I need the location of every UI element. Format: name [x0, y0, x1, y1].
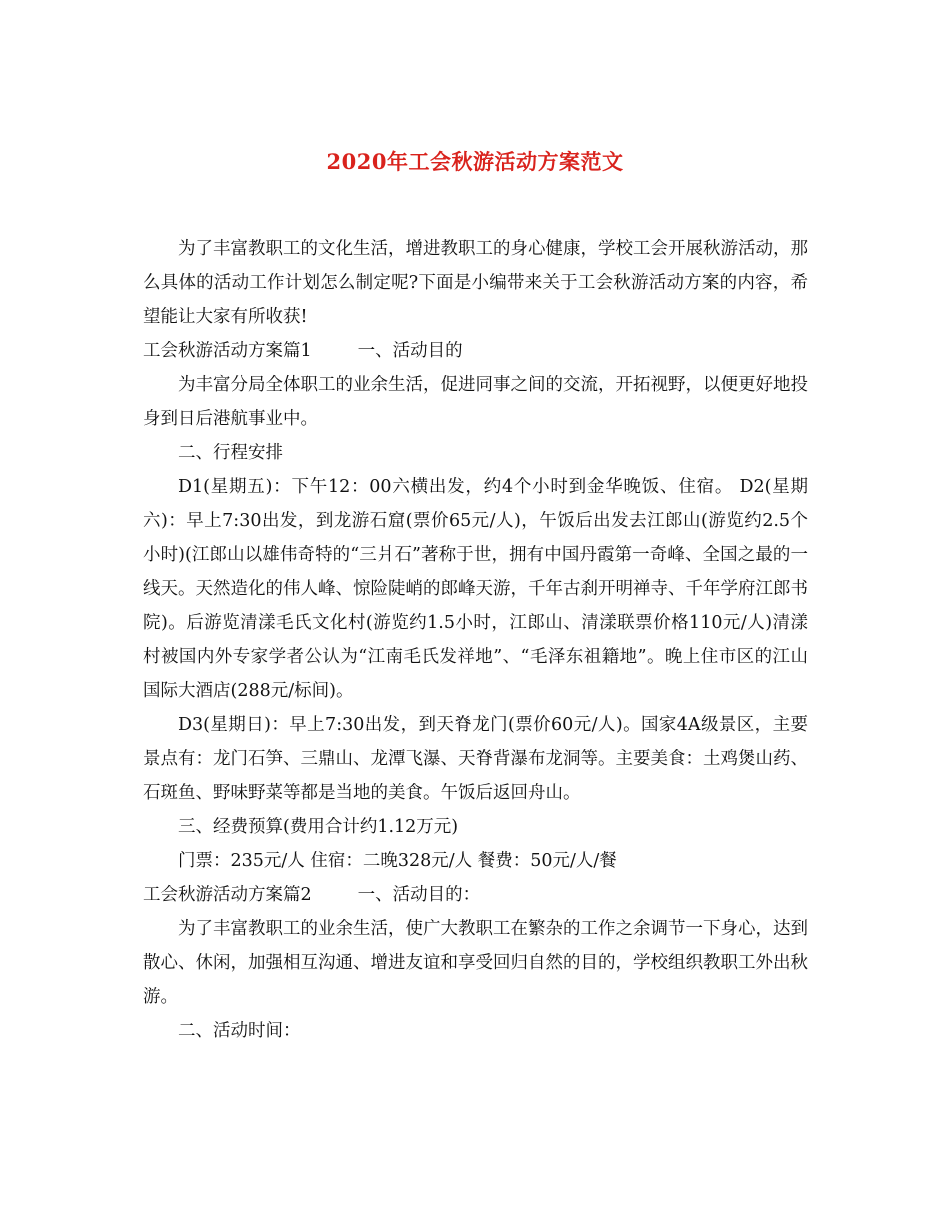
plan1-section3-title: 三、经费预算(费用合计约1.12万元)	[178, 817, 459, 837]
document-body	[143, 232, 808, 1048]
plan1-section2-title: 二、行程安排	[178, 443, 283, 463]
plan2-purpose-paragraph: 为了丰富教职工的业余生活，使广大教职工在繁杂的工作之余调节一下身心，达到散心、休闲，加强相互沟通、增进友谊和享受回归自然的目的，学校组织教职工外出秋游。	[143, 919, 808, 1007]
plan1-heading: 工会秋游活动方案篇1	[143, 341, 312, 361]
plan1-itinerary-day1-day2: D1(星期五)：下午12：00六横出发，约4个小时到金华晚饭、住宿。 D2(星期六)：早上7:30出发，到龙游石窟(票价65元/人)，午饭后出发去江郎山(游览约2.5个小时)(江郎山以雄伟奇特的“三爿石”著称于世，拥有中国丹霞第一奇峰、全国之最的一线天。天然造化的伟人峰、惊险陡峭的郎峰天游，千年古刹开明禅寺、千年学府江郎书院)。后游览清漾毛氏文化村(游览约1.5小时，江郎山、清漾联票价格110元/人)清漾村被国内外专家学者公认为“江南毛氏发祥地”、“毛泽东祖籍地”。晚上住市区的江山国际大酒店(288元/标间)。	[143, 477, 808, 701]
plan2-section1-title: 一、活动目的：	[357, 885, 481, 905]
plan2-heading: 工会秋游活动方案篇2	[143, 885, 312, 905]
intro-paragraph: 为了丰富教职工的文化生活，增进教职工的身心健康，学校工会开展秋游活动，那么具体的活动工作计划怎么制定呢?下面是小编带来关于工会秋游活动方案的内容，希望能让大家有所收获!	[143, 239, 808, 327]
plan1-section1-title: 一、活动目的	[357, 341, 463, 361]
plan1-heading-line	[143, 334, 808, 368]
plan2-section2-title: 二、活动时间：	[178, 1021, 301, 1041]
plan1-purpose-paragraph: 为丰富分局全体职工的业余生活，促进同事之间的交流，开拓视野，以便更好地投身到日后港航事业中。	[143, 375, 808, 429]
plan1-budget-line: 门票：235元/人 住宿：二晚328元/人 餐费：50元/人/餐	[178, 851, 617, 871]
document-title: 2020年工会秋游活动方案范文	[326, 149, 624, 174]
plan1-itinerary-day3: D3(星期日)：早上7:30出发，到天脊龙门(票价60元/人)。国家4A级景区，主要景点有：龙门石笋、三鼎山、龙潭飞瀑、天脊背瀑布龙洞等。主要美食：土鸡煲山药、石斑鱼、野味野菜等都是当地的美食。午饭后返回舟山。	[143, 715, 808, 803]
plan2-heading-line	[143, 878, 808, 912]
